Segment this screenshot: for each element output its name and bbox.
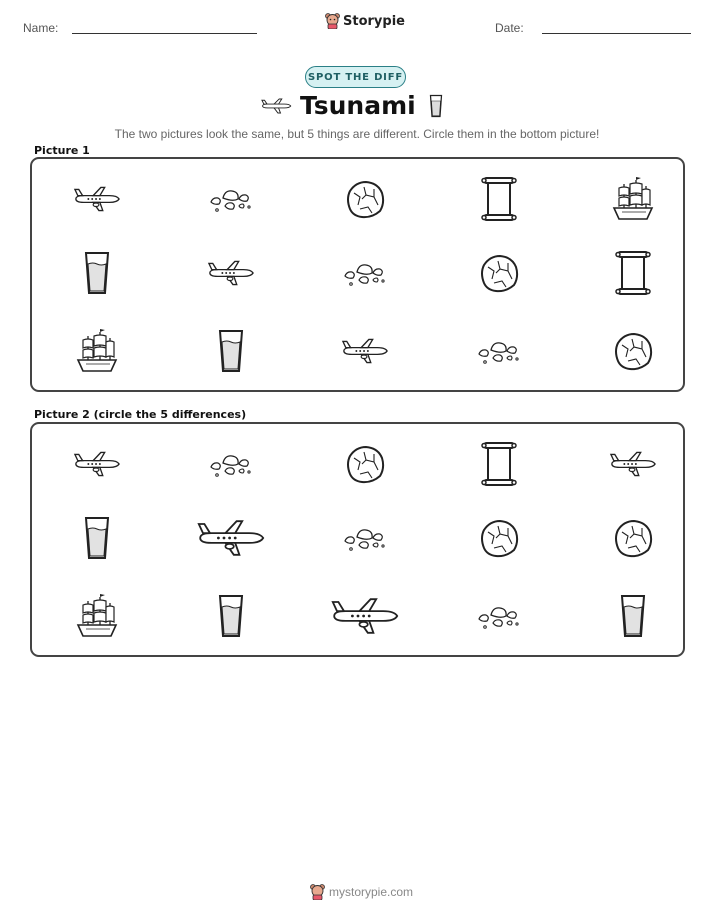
glass-icon — [218, 329, 244, 373]
rocks-icon — [477, 336, 521, 366]
picture-1-rocks-icon — [209, 184, 253, 214]
name-field[interactable] — [72, 33, 257, 34]
glass-icon — [84, 251, 110, 295]
bear-mascot-icon — [310, 884, 325, 900]
picture-2-airplane-icon[interactable] — [609, 451, 657, 477]
boulder-icon — [344, 444, 386, 484]
scroll-icon — [481, 441, 517, 487]
ship-icon — [74, 328, 120, 374]
picture-1-airplane-icon — [73, 186, 121, 212]
picture-1-boulder-icon — [478, 253, 520, 293]
picture-2-ship-icon[interactable] — [74, 593, 120, 639]
picture-2-glass-icon[interactable] — [84, 516, 110, 560]
glass-icon — [84, 516, 110, 560]
airplane-icon — [196, 518, 266, 558]
bear-mascot-icon — [325, 13, 340, 29]
date-field[interactable] — [542, 33, 691, 34]
picture-1-scroll-icon — [615, 250, 651, 296]
boulder-icon — [344, 179, 386, 219]
picture-1-boulder-icon — [612, 331, 654, 371]
picture-2-panel[interactable] — [30, 422, 685, 657]
boulder-icon — [478, 253, 520, 293]
airplane-icon — [73, 186, 121, 212]
airplane-icon — [341, 338, 389, 364]
picture-2-airplane-icon[interactable] — [330, 596, 400, 636]
boulder-icon — [612, 331, 654, 371]
picture-2-airplane-icon[interactable] — [73, 451, 121, 477]
picture-2-glass-icon[interactable] — [620, 594, 646, 638]
rocks-icon — [209, 184, 253, 214]
rocks-icon — [477, 601, 521, 631]
picture-1-scroll-icon — [481, 176, 517, 222]
airplane-icon — [73, 451, 121, 477]
picture-1-boulder-icon — [344, 179, 386, 219]
brand-name: Storypie — [343, 13, 405, 29]
page-title: Tsunami — [300, 91, 416, 120]
boulder-icon — [612, 518, 654, 558]
picture-2-rocks-icon[interactable] — [477, 601, 521, 631]
picture-2-scroll-icon[interactable] — [481, 441, 517, 487]
instructions-text: The two pictures look the same, but 5 things are different. Circle them in the bottom picture! — [114, 127, 600, 141]
picture-1-label: Picture 1 — [34, 144, 90, 157]
picture-1-glass-icon — [218, 329, 244, 373]
airplane-icon — [207, 260, 255, 286]
picture-2-boulder-icon[interactable] — [478, 518, 520, 558]
picture-1-ship-icon — [74, 328, 120, 374]
picture-2-airplane-icon[interactable] — [196, 518, 266, 558]
picture-1-rocks-icon — [343, 258, 387, 288]
scroll-icon — [615, 250, 651, 296]
date-label: Date: — [495, 21, 524, 35]
picture-2-boulder-icon[interactable] — [344, 444, 386, 484]
airplane-icon — [330, 596, 400, 636]
scroll-icon — [481, 176, 517, 222]
footer — [310, 884, 413, 900]
glass-icon — [620, 594, 646, 638]
picture-1-panel — [30, 157, 685, 392]
rocks-icon — [343, 523, 387, 553]
spot-the-diff-badge: SPOT THE DIFF — [305, 66, 406, 88]
picture-2-rocks-icon[interactable] — [209, 449, 253, 479]
picture-2-rocks-icon[interactable] — [343, 523, 387, 553]
glass-icon — [218, 594, 244, 638]
picture-1-glass-icon — [84, 251, 110, 295]
picture-1-airplane-icon — [341, 338, 389, 364]
picture-2-boulder-icon[interactable] — [612, 518, 654, 558]
rocks-icon — [209, 449, 253, 479]
boulder-icon — [478, 518, 520, 558]
rocks-icon — [343, 258, 387, 288]
ship-icon — [610, 176, 656, 222]
picture-1-rocks-icon — [477, 336, 521, 366]
picture-2-glass-icon[interactable] — [218, 594, 244, 638]
airplane-icon — [609, 451, 657, 477]
footer-url: mystorypie.com — [329, 885, 414, 899]
picture-1-airplane-icon — [207, 260, 255, 286]
name-label: Name: — [23, 21, 59, 35]
glass-icon — [429, 93, 443, 119]
storypie-logo — [325, 13, 405, 29]
picture-2-label: Picture 2 (circle the 5 differences) — [34, 408, 247, 421]
ship-icon — [74, 593, 120, 639]
airplane-icon — [260, 97, 292, 115]
picture-1-ship-icon — [610, 176, 656, 222]
